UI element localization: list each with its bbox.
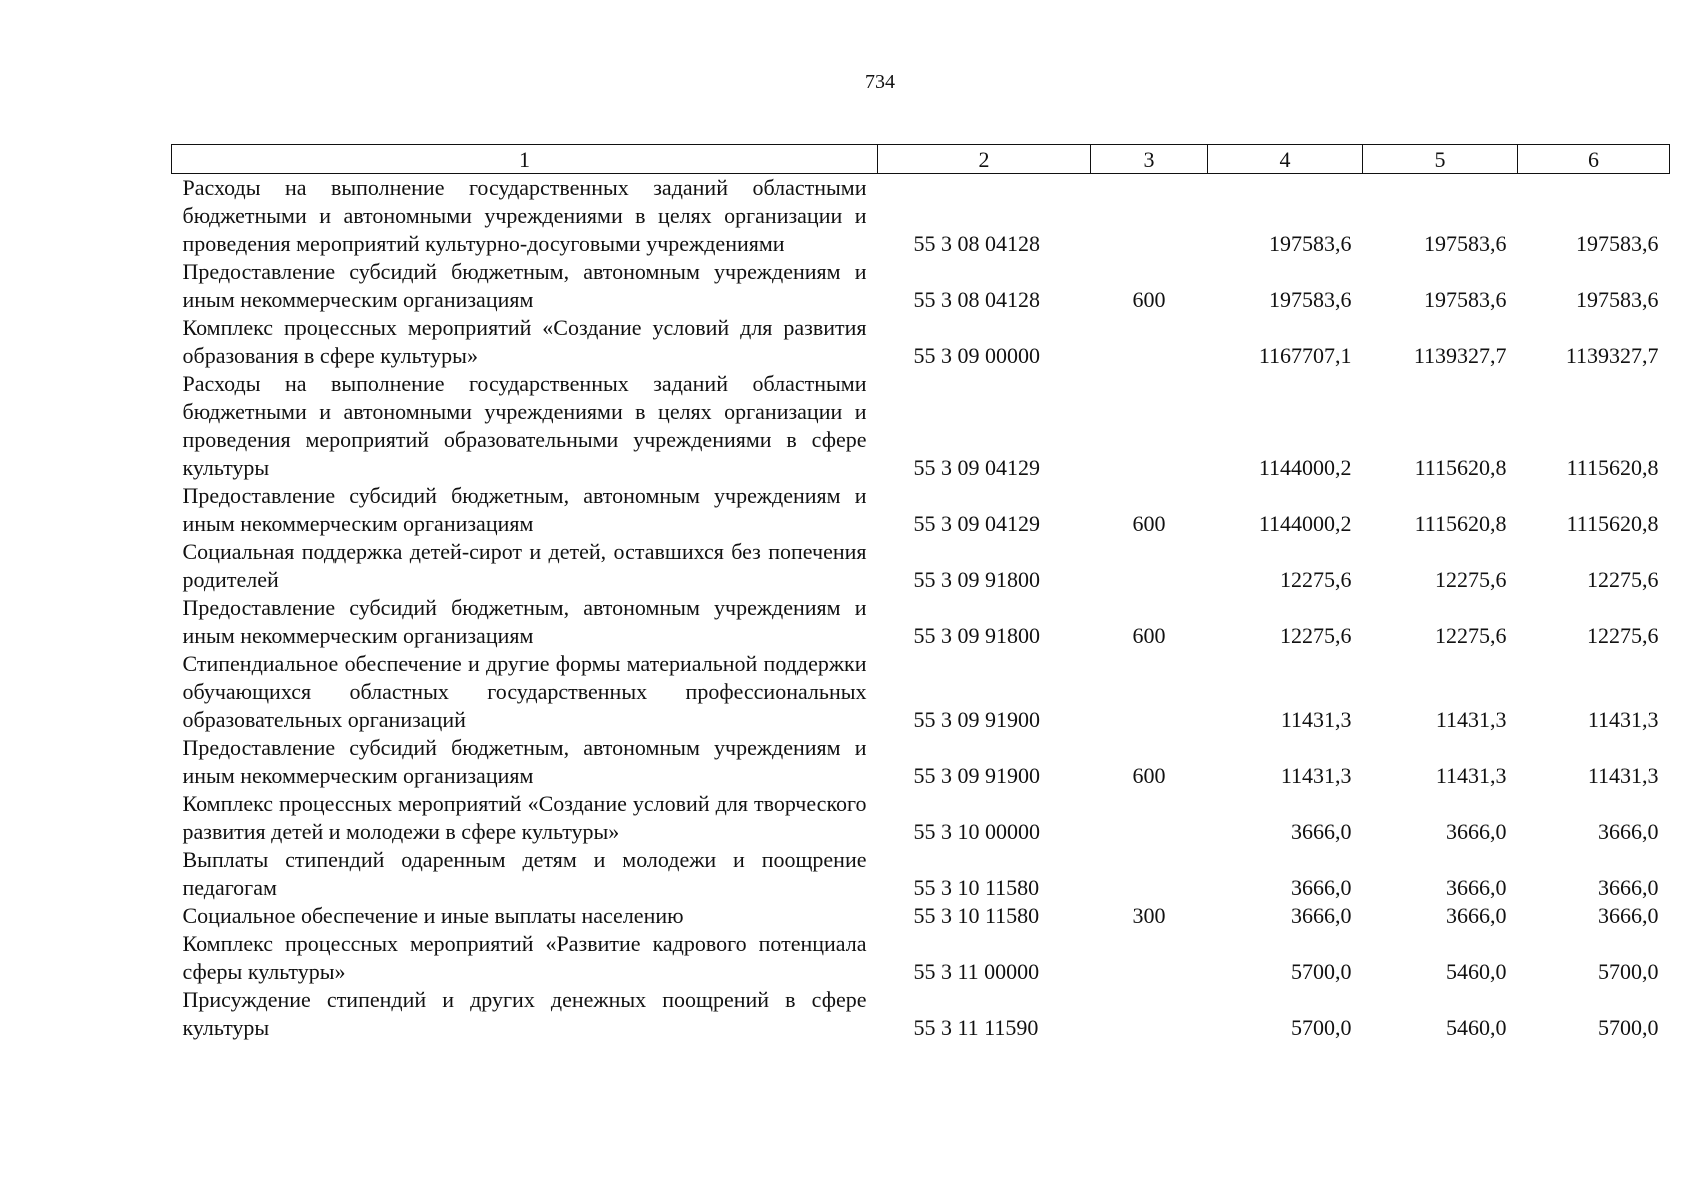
- row-expense-type: [1091, 174, 1208, 259]
- table-row: [172, 538, 1670, 594]
- row-value-4: 5700,0: [1291, 959, 1352, 984]
- row-value-5: 12275,6: [1435, 567, 1507, 592]
- row-value-6: 5700,0: [1598, 1015, 1659, 1040]
- row-description: Комплекс процессных мероприятий «Создание условий для развития образования в сфере культуры»: [182, 315, 867, 368]
- row-code: 55 3 10 11580: [913, 875, 1040, 900]
- row-value-5: 12275,6: [1435, 623, 1507, 648]
- row-code: 55 3 08 04128: [913, 231, 1040, 256]
- row-value-4: 3666,0: [1291, 819, 1352, 844]
- row-value-4: 1144000,2: [1258, 455, 1352, 480]
- row-value-4: 197583,6: [1269, 287, 1352, 312]
- row-expense-type: [1091, 370, 1208, 482]
- table-header: [172, 145, 1670, 174]
- row-code: 55 3 11 11590: [913, 1015, 1039, 1040]
- row-description: Комплекс процессных мероприятий «Развитие кадрового потенциала сферы культуры»: [182, 931, 867, 984]
- row-code: 55 3 09 91900: [913, 707, 1040, 732]
- row-value-4: 1144000,2: [1258, 511, 1352, 536]
- column-header-1: 1: [172, 145, 878, 174]
- row-expense-type: [1091, 314, 1208, 370]
- row-description: Социальное обеспечение и иные выплаты населению: [182, 903, 684, 928]
- row-code: 55 3 10 00000: [913, 819, 1040, 844]
- column-header-2: 2: [878, 145, 1091, 174]
- row-value-6: 12275,6: [1587, 623, 1659, 648]
- row-value-6: 12275,6: [1587, 567, 1659, 592]
- row-value-5: 1115620,8: [1414, 511, 1507, 536]
- column-header-6: 6: [1518, 145, 1670, 174]
- row-value-5: 3666,0: [1446, 903, 1507, 928]
- row-value-6: 5700,0: [1598, 959, 1659, 984]
- table-row: [172, 846, 1670, 902]
- row-code: 55 3 08 04128: [913, 287, 1040, 312]
- row-description: Присуждение стипендий и других денежных поощрений в сфере культуры: [182, 987, 867, 1040]
- row-expense-type: 600: [1132, 287, 1166, 312]
- row-value-5: 1115620,8: [1414, 455, 1507, 480]
- row-expense-type: [1091, 986, 1208, 1042]
- table-body: [172, 174, 1670, 1043]
- column-header-3: 3: [1091, 145, 1208, 174]
- table-row: [172, 902, 1670, 930]
- page-number: 734: [865, 71, 895, 93]
- row-value-4: 12275,6: [1280, 623, 1352, 648]
- row-description: Предоставление субсидий бюджетным, автономным учреждениям и иным некоммерческим организациям: [182, 735, 867, 788]
- row-expense-type: 600: [1132, 763, 1166, 788]
- column-header-4: 4: [1208, 145, 1363, 174]
- table-row: [172, 370, 1670, 482]
- row-value-6: 11431,3: [1587, 707, 1659, 732]
- row-code: 55 3 09 91800: [913, 567, 1040, 592]
- row-value-5: 3666,0: [1446, 875, 1507, 900]
- row-value-4: 11431,3: [1280, 707, 1352, 732]
- row-value-6: 197583,6: [1576, 231, 1659, 256]
- table-row: [172, 930, 1670, 986]
- table-row: [172, 650, 1670, 734]
- row-value-4: 11431,3: [1280, 763, 1352, 788]
- row-expense-type: [1091, 846, 1208, 902]
- row-value-4: 197583,6: [1269, 231, 1352, 256]
- row-expense-type: 300: [1132, 903, 1166, 928]
- row-description: Предоставление субсидий бюджетным, автономным учреждениям и иным некоммерческим организациям: [182, 595, 867, 648]
- column-header-5: 5: [1363, 145, 1518, 174]
- row-description: Предоставление субсидий бюджетным, автономным учреждениям и иным некоммерческим организациям: [182, 259, 867, 312]
- row-value-6: 1115620,8: [1566, 511, 1659, 536]
- row-code: 55 3 09 04129: [913, 511, 1040, 536]
- row-value-5: 11431,3: [1435, 763, 1507, 788]
- row-value-6: 3666,0: [1598, 819, 1659, 844]
- row-value-5: 197583,6: [1424, 287, 1507, 312]
- row-expense-type: [1091, 538, 1208, 594]
- row-code: 55 3 09 04129: [913, 455, 1040, 480]
- table-row: [172, 734, 1670, 790]
- row-expense-type: [1091, 790, 1208, 846]
- row-description: Стипендиальное обеспечение и другие формы материальной поддержки обучающихся областных государственных профессиональных образовательных организаций: [182, 651, 867, 732]
- row-value-6: 11431,3: [1587, 763, 1659, 788]
- row-value-4: 3666,0: [1291, 903, 1352, 928]
- table-row: [172, 790, 1670, 846]
- row-description: Социальная поддержка детей-сирот и детей, оставшихся без попечения родителей: [182, 539, 867, 592]
- table-row: [172, 482, 1670, 538]
- row-description: Выплаты стипендий одаренным детям и молодежи и поощрение педагогам: [182, 847, 867, 900]
- row-code: 55 3 09 91800: [913, 623, 1040, 648]
- row-description: Расходы на выполнение государственных заданий областными бюджетными и автономными учреждениями в целях организации и проведения мероприятий культурно-досуговыми учреждениями: [182, 175, 867, 256]
- header-row: [172, 145, 1670, 174]
- row-value-4: 1167707,1: [1258, 343, 1352, 368]
- table-row: [172, 986, 1670, 1042]
- row-code: 55 3 10 11580: [913, 903, 1040, 928]
- row-value-4: 12275,6: [1280, 567, 1352, 592]
- row-value-4: 3666,0: [1291, 875, 1352, 900]
- row-value-6: 1139327,7: [1565, 343, 1659, 368]
- row-expense-type: 600: [1132, 623, 1166, 648]
- row-code: 55 3 09 00000: [913, 343, 1040, 368]
- row-value-5: 197583,6: [1424, 231, 1507, 256]
- row-value-5: 3666,0: [1446, 819, 1507, 844]
- row-value-6: 197583,6: [1576, 287, 1659, 312]
- row-expense-type: [1091, 930, 1208, 986]
- row-value-5: 11431,3: [1435, 707, 1507, 732]
- row-description: Комплекс процессных мероприятий «Создание условий для творческого развития детей и молодежи в сфере культуры»: [182, 791, 867, 844]
- row-expense-type: [1091, 650, 1208, 734]
- row-value-5: 1139327,7: [1413, 343, 1507, 368]
- row-value-6: 3666,0: [1598, 903, 1659, 928]
- row-value-6: 3666,0: [1598, 875, 1659, 900]
- table-row: [172, 258, 1670, 314]
- table-row: [172, 314, 1670, 370]
- row-value-6: 1115620,8: [1566, 455, 1659, 480]
- row-description: Предоставление субсидий бюджетным, автономным учреждениям и иным некоммерческим организациям: [182, 483, 867, 536]
- budget-table: [171, 144, 1670, 1042]
- row-description: Расходы на выполнение государственных заданий областными бюджетными и автономными учреждениями в целях организации и проведения мероприятий образовательными учреждениями в сфере культуры: [182, 371, 867, 480]
- row-value-4: 5700,0: [1291, 1015, 1352, 1040]
- row-value-5: 5460,0: [1446, 1015, 1507, 1040]
- row-code: 55 3 09 91900: [913, 763, 1040, 788]
- table-row: [172, 594, 1670, 650]
- row-code: 55 3 11 00000: [913, 959, 1040, 984]
- table-row: [172, 174, 1670, 259]
- row-expense-type: 600: [1132, 511, 1166, 536]
- row-value-5: 5460,0: [1446, 959, 1507, 984]
